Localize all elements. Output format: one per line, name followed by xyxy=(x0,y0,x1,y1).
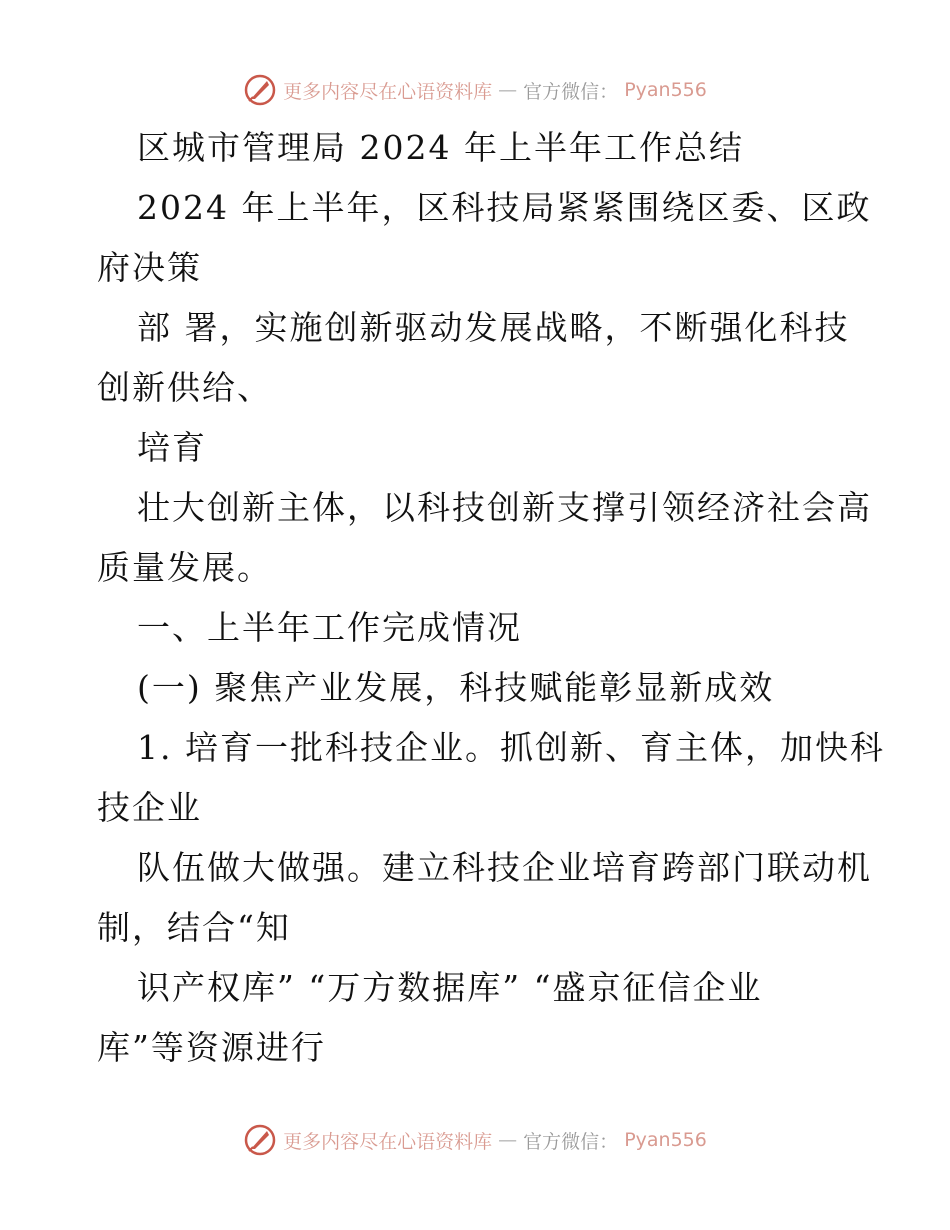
doc-line: 培育 xyxy=(137,428,207,467)
doc-line: 技企业 xyxy=(97,788,202,827)
doc-line: 府决策 xyxy=(97,248,202,287)
doc-line: 创新供给、 xyxy=(97,368,272,407)
subsection-heading: (一) 聚焦产业发展，科技赋能彰显新成效 xyxy=(137,668,775,707)
doc-line: 制，结合“知 xyxy=(97,908,291,947)
doc-line: 1. 培育一批科技企业。抓创新、育主体，加快科 xyxy=(137,728,885,767)
doc-line: 队伍做大做强。建立科技企业培育跨部门联动机 xyxy=(137,848,872,887)
watermark-wechat-id: Pyan556 xyxy=(624,79,707,101)
doc-line: 质量发展。 xyxy=(97,548,272,587)
watermark-official-label: 官方微信： xyxy=(523,1130,619,1153)
doc-line: 部 署，实施创新驱动发展战略，不断强化科技 xyxy=(137,308,850,347)
doc-line: 壮大创新主体，以科技创新支撑引领经济社会高 xyxy=(137,488,872,527)
watermark-text: 更多内容尽在心语资料库 xyxy=(283,1130,493,1153)
document-body xyxy=(97,118,885,1078)
feather-pen-circle-icon xyxy=(243,73,277,107)
watermark-footer xyxy=(0,1122,950,1158)
doc-line: 2024 年上半年，区科技局紧紧围绕区委、区政 xyxy=(137,188,872,227)
doc-title: 区城市管理局 2024 年上半年工作总结 xyxy=(137,128,744,167)
section-heading: 一、上半年工作完成情况 xyxy=(137,608,522,647)
watermark-header xyxy=(0,72,950,108)
watermark-official-label: 官方微信： xyxy=(523,80,619,103)
feather-pen-circle-icon xyxy=(243,1123,277,1157)
watermark-text: 更多内容尽在心语资料库 xyxy=(283,80,493,103)
doc-line: 识产权库” “万方数据库” “盛京征信企业 xyxy=(137,968,763,1007)
watermark-dash: — xyxy=(498,1129,518,1151)
watermark-dash: — xyxy=(498,79,518,101)
watermark-wechat-id: Pyan556 xyxy=(624,1129,707,1151)
doc-line: 库”等资源进行 xyxy=(97,1028,326,1067)
